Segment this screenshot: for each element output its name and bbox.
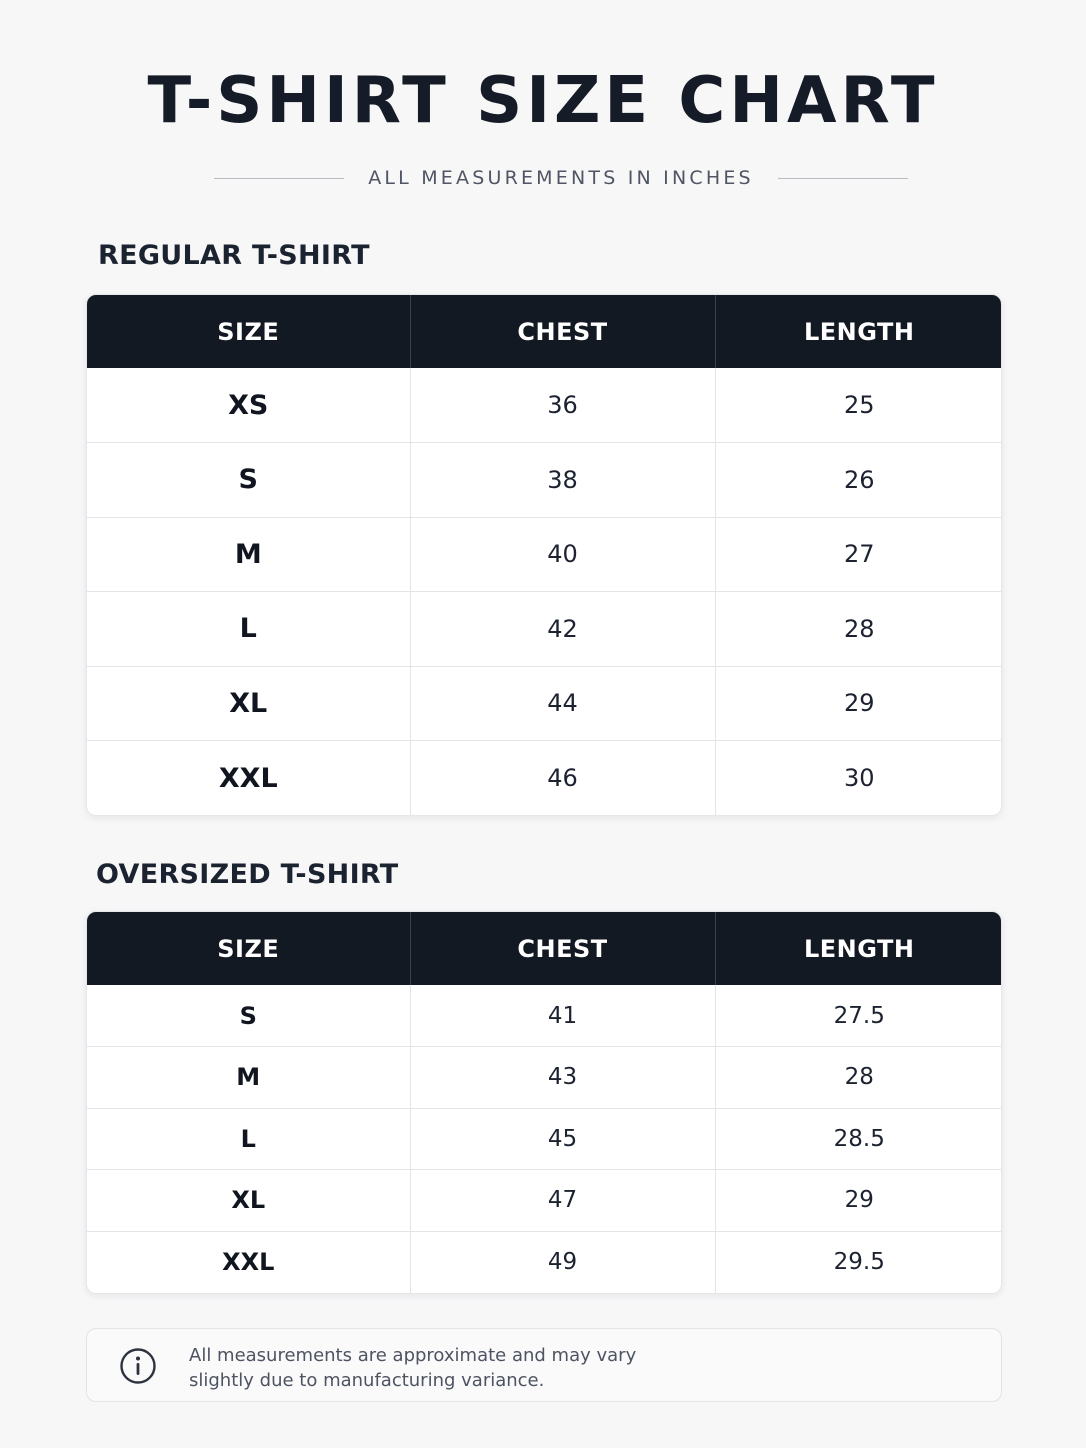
subtitle: ALL MEASUREMENTS IN INCHES (368, 167, 754, 189)
note-line-2: slightly due to manufacturing variance. (189, 1370, 545, 1391)
chest-cell: 41 (410, 985, 715, 1047)
table-row (87, 592, 1002, 667)
info-icon (119, 1347, 157, 1385)
table-row (87, 985, 1002, 1047)
length-cell: 29 (715, 666, 1002, 741)
table-row (87, 741, 1002, 816)
table-row (87, 1170, 1002, 1232)
oversized-size-table (86, 911, 1002, 1294)
size-cell: S (87, 985, 410, 1047)
table-row (87, 1047, 1002, 1109)
chest-cell: 44 (410, 666, 715, 741)
note-text (189, 1343, 789, 1393)
table-header-row (87, 295, 1002, 368)
table-row (87, 666, 1002, 741)
length-cell: 29 (715, 1170, 1002, 1232)
length-cell: 26 (715, 443, 1002, 518)
size-cell: L (87, 592, 410, 667)
length-cell: 27.5 (833, 1002, 885, 1029)
length-cell: 30 (715, 741, 1002, 816)
subtitle-row (199, 166, 923, 190)
chest-cell: 47 (410, 1170, 715, 1232)
table-row (87, 1108, 1002, 1170)
size-cell: M (87, 1047, 410, 1109)
measurement-note (86, 1328, 1002, 1402)
size-cell: S (87, 443, 410, 518)
chest-cell: 40 (410, 517, 715, 592)
table-row (87, 368, 1002, 443)
chest-cell: 43 (410, 1047, 715, 1109)
subtitle-right-rule (778, 178, 908, 179)
length-cell: 27 (715, 517, 1002, 592)
size-cell: XL (87, 666, 410, 741)
table-row (87, 443, 1002, 518)
chest-cell: 49 (410, 1231, 715, 1293)
subtitle-left-rule (214, 178, 344, 179)
chest-cell: 38 (410, 443, 715, 518)
size-cell: XS (87, 368, 410, 443)
size-cell: XXL (87, 1231, 410, 1293)
column-header-size: SIZE (87, 912, 410, 985)
size-cell: XXL (87, 741, 410, 816)
column-header-length: LENGTH (715, 295, 1002, 368)
length-cell: 28 (715, 1047, 1002, 1109)
column-header-chest: CHEST (410, 912, 715, 985)
chest-cell: 36 (410, 368, 715, 443)
size-cell: XL (87, 1170, 410, 1232)
length-cell: 29.5 (715, 1231, 1002, 1293)
table-header-row (87, 912, 1002, 985)
length-cell: 25 (843, 391, 875, 419)
chest-cell: 42 (410, 592, 715, 667)
column-header-size: SIZE (87, 295, 410, 368)
length-cell: 28 (715, 592, 1002, 667)
size-cell: L (87, 1108, 410, 1170)
regular-section-title: REGULAR T-SHIRT (98, 240, 370, 271)
regular-size-table (86, 294, 1002, 816)
page-title: T-SHIRT SIZE CHART (147, 64, 939, 138)
chest-cell: 45 (410, 1108, 715, 1170)
chest-cell: 46 (410, 741, 715, 816)
table-row (87, 1231, 1002, 1293)
length-cell: 28.5 (715, 1108, 1002, 1170)
size-cell: M (87, 517, 410, 592)
column-header-chest: CHEST (410, 295, 715, 368)
note-line-1: All measurements are approximate and may vary (189, 1345, 637, 1366)
column-header-length: LENGTH (715, 912, 1002, 985)
table-row (87, 517, 1002, 592)
oversized-section-title: OVERSIZED T-SHIRT (96, 859, 399, 890)
